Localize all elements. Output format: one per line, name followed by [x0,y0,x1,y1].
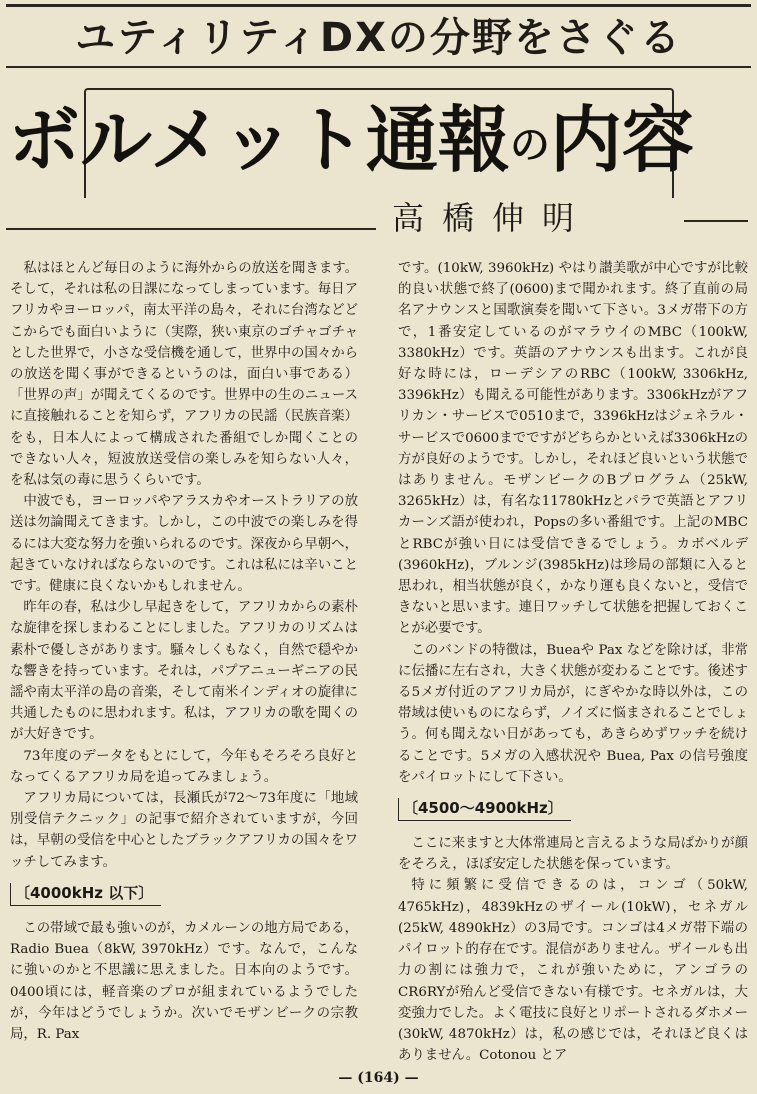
author-rule-right [684,220,748,222]
paragraph: この帯域で最も強いのが，カメルーンの地方局である，Radio Buea（8kW, 3970kHz）です。なんで，こんなに強いのかと不思議に思えました。日本向のようです。0400頃には，軽音楽のプロが組まれているようでしたが，今年はどうでしょうか。次いでモザンビークの宗教局，R. Pax [10,920,358,1042]
paragraph: アフリカ局については，長瀬氏が72〜73年度に「地域別受信テクニック」の記事で紹介されていますが，今回は，早朝の受信を中心としたブラックアフリカの国々をワッチしてみます。 [10,791,358,870]
author-row [0,198,757,238]
author-name: 高橋伸明 [392,199,593,237]
header-mid-rule [6,66,751,68]
title-end: 内容 [549,98,694,182]
left-column [10,258,358,1045]
paragraph: このバンドの特徴は，Bueaや Pax などを除けば，非常に伝播に左右され，大きく状態が変わることです。後述する5メガ付近のアフリカ局が，にぎやかな時以外は，この帯域は使いものにならず，ノイズに悩まされることでしょう。何も聞えない日があっても，あきらめずワッチを続けることです。5メガの入感状況や Buea, Pax の信号強度をパイロットにして下さい。 [398,642,748,785]
paragraph: 私はほとんど毎日のように海外からの放送を聞きます。そして，それは私の日課になってしまっています。毎日アフリカやヨーロッパ，南太平洋の島々，それに台湾などどこからでも面白いように（実際，狭い東京のゴチャゴチャとした世界で，小さな受信機を通して，世界中の国々からの放送を聞く事ができるというのは，面白い事である）「世界の声」が聞えてくるのです。世界中の生のニュースに直接触れることを知らず，アフリカの民謡（民族音楽）をも，日本人によって構成された番組でしか聞くことのできない人々，短波放送受信の楽しみを知らない人々，を私は気の毒に思うくらいです。 [10,261,358,489]
page-number: — (164) — [338,1070,419,1086]
header-top-rule [6,4,751,7]
section-heading: 〔4000kHz 以下〕 [10,883,161,906]
paragraph: ここに来ますと大体常連局と言えるような局ばかりが顔をそろえ，ほぼ安定した状態を保っています。 [398,836,748,873]
paragraph: 昨年の春，私は少し早起きをして，アフリカからの素朴な旋律を探しまわることにしました。アフリカのリズムは素朴で優しさがあります。騒々しくもなく，自然で穏やかな響きを持っています。それは，パプアニューギニアの民謡や南太平洋の島の音楽，そして南米インディオの旋律に共通したものに思われます。私は，アフリカの歌を聞くのが大好きです。 [10,600,358,743]
paragraph: です。(10kW, 3960kHz) やはり讃美歌が中心ですが比較的良い状態で終了(0600)まで聞かれます。終了直前の局名アナウンスと国歌演奏を聞いて下さい。3メガ帯下の方で，1番安定しているのがマラウイのMBC（100kW, 3380kHz）です。英語のアナウンスも出ます。これが良好な時には，ローデシアのRBC（100kW, 3306kHz, 3396kHz）も聞える可能性があります。3306kHzがアフリカン・サービスで0510まで，3396kHzはジェネラル・サービスで0600までですがどちらかといえば3306kHzの方が良好のようです。しかし，それほど良いという状態ではありません。モザンビークのBプログラム（25kW, 3265kHz）は，有名な11780kHzとパラで英語とアフリカーンズ語が使われ，Popsの多い番組です。上記のMBCとRBCが強い日には受信できるでしょう。カボベルデ(3960kHz)，ブルンジ(3985kHz)は珍局の部類に入ると思われ，相当状態が良く，かなり運も良くないと，受信できないと思います。連日ワッチして状態を把握しておくことが必要です。 [398,261,748,637]
title-main: ボルメット通報 [8,98,510,182]
author-rule-left [6,228,376,230]
right-column [398,258,748,1066]
paragraph: 73年度のデータをもとにして，今年もそろそろ良好となってくるアフリカ局を追ってみましょう。 [10,748,358,785]
paragraph: 中波でも，ヨーロッパやアラスカやオーストラリアの放送は勿論聞えてきます。しかし，この中波での楽しみを得るには大変な努力を強いられるのです。深夜から早朝へ，起きていなければならないのです。これは私には辛いことです。健康に良くないかもしれません。 [10,494,358,595]
paragraph: 特に頻繁に受信できるのは，コンゴ（50kW, 4765kHz)，4839kHzのザイール(10kW)，セネガル(25kW, 4890kHz）の3局です。コンゴは4メガ帯下端のパイロット的存在です。混信がありません。ザイールも出力の割には強力で，これが強いために，アンゴラのCR6RYが殆んど受信できない有様です。セネガルは，大変強力でした。よく電技に良好とリポートされるダホメー(30kW, 4870kHz）は，私の感じでは，それほど良くはありません。Cotonou とア [398,878,748,1064]
article-title [8,90,753,190]
title-particle: の [509,122,550,169]
section-heading: 〔4500〜4900kHz〕 [398,798,571,821]
series-title: ユティリティDXの分野をさぐる [75,15,682,61]
